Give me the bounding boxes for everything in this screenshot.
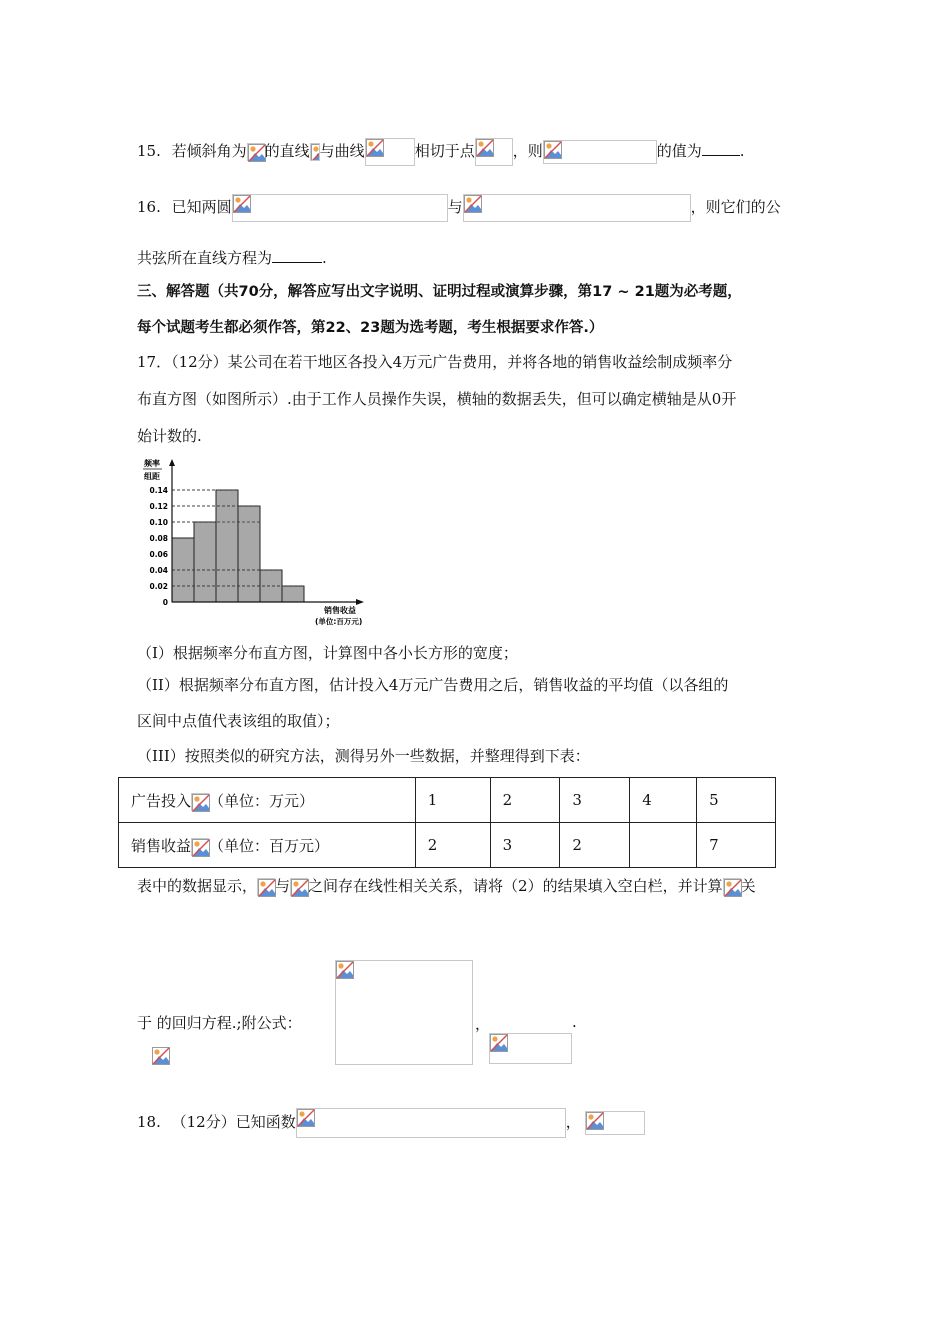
- text: 与: [447, 198, 463, 216]
- text: 的值为: [656, 142, 702, 160]
- y-tick-label: 0.14: [149, 486, 168, 495]
- text: 关: [740, 877, 756, 895]
- y-tick-label: 0.06: [149, 550, 168, 559]
- text: ，: [565, 1113, 581, 1131]
- formula-image: [310, 143, 320, 161]
- part-2-cont: 区间中点值代表该组的取值）；: [137, 712, 340, 730]
- question-number: 18.: [137, 1113, 161, 1131]
- histogram-bar: [238, 506, 260, 602]
- broken-image-icon: [192, 794, 210, 812]
- y-tick-label: 0.12: [149, 502, 168, 511]
- formula-image: [247, 143, 265, 161]
- y-tick-label: 0.08: [149, 534, 168, 543]
- answer-blank: [272, 248, 322, 263]
- formula-image: [475, 138, 513, 166]
- formula-image: [585, 1111, 645, 1135]
- broken-image-icon: [297, 1109, 315, 1127]
- table-row: [119, 778, 776, 823]
- text: （单位：百万元）: [209, 836, 330, 855]
- broken-image-icon: [464, 195, 482, 213]
- formula-image: [543, 140, 657, 164]
- section-heading: 三、解答题（共70分，解答应写出文字说明、证明过程或演算步骤，第17 ~ 21题为必考题，: [137, 284, 742, 300]
- formula-image: [191, 838, 209, 856]
- histogram-bar: [194, 522, 216, 602]
- text: ，则: [512, 142, 543, 160]
- question-17-line2: 布直方图（如图所示）.由于工作人员操作失误，横轴的数据丢失，但可以确定横轴是从0开: [137, 390, 737, 408]
- question-17-line3: 始计数的.: [137, 427, 202, 445]
- table-row: [119, 823, 776, 868]
- text: .: [739, 142, 745, 160]
- question-15: [137, 138, 745, 166]
- broken-image-icon: [490, 1034, 508, 1052]
- question-17-line1: 17．（12分）某公司在若干地区各投入4万元广告费用，并将各地的销售收益绘制成频率分: [137, 353, 733, 371]
- text: 的直线: [264, 142, 310, 160]
- frequency-histogram: [138, 456, 368, 628]
- y-tick-label: 0.10: [149, 518, 168, 527]
- question-number: 15.: [137, 142, 161, 160]
- broken-image-icon: [291, 879, 309, 897]
- text: .: [322, 249, 327, 267]
- x-axis-label: 销售收益: [324, 606, 356, 615]
- table-cell: 2: [415, 823, 490, 868]
- text: ，则它们的公: [690, 198, 781, 216]
- row-header: [119, 823, 416, 868]
- text: （单位：万元）: [209, 791, 315, 810]
- text: 表中的数据显示，: [137, 877, 258, 895]
- formula-image: [723, 878, 741, 896]
- y-tick-label: 0: [162, 598, 168, 607]
- text: （12分）已知函数: [171, 1113, 296, 1131]
- broken-image-icon: [724, 879, 742, 897]
- part-2: （II）根据频率分布直方图，估计投入4万元广告费用之后，销售收益的平均值（以各组的: [137, 676, 729, 694]
- formula-image: [232, 194, 448, 222]
- broken-image-icon: [258, 879, 276, 897]
- broken-image-icon: [544, 141, 562, 159]
- table-cell: 2: [490, 778, 560, 823]
- histogram-bar: [282, 586, 304, 602]
- formula-image: [335, 960, 473, 1065]
- question-16: [137, 194, 781, 222]
- table-cell: [630, 823, 697, 868]
- table-cell: 3: [490, 823, 560, 868]
- text: 已知两圆: [171, 198, 232, 216]
- text: .: [572, 1013, 577, 1031]
- formula-image: [290, 878, 308, 896]
- formula-image: [191, 793, 209, 811]
- data-table: [118, 777, 776, 868]
- text: 广告投入: [131, 791, 192, 810]
- text: 之间存在线性相关关系，请将（2）的结果填入空白栏，并计算: [308, 877, 723, 895]
- question-number: 16.: [137, 198, 161, 216]
- y-tick-label: 0.02: [149, 582, 168, 591]
- part-3: （III）按照类似的研究方法，测得另外一些数据，并整理得到下表：: [137, 747, 590, 765]
- formula-image: [489, 1033, 572, 1064]
- y-axis-arrow: [169, 459, 175, 466]
- text: 销售收益: [131, 836, 192, 855]
- y-axis-label: 频率: [144, 459, 160, 468]
- text: 与曲线: [319, 142, 365, 160]
- text: ，: [475, 1015, 491, 1033]
- table-cell: 2: [560, 823, 630, 868]
- broken-image-icon: [476, 139, 494, 157]
- broken-image-icon: [248, 144, 266, 162]
- broken-image-icon: [152, 1047, 170, 1065]
- broken-image-icon: [233, 195, 251, 213]
- table-cell: 4: [630, 778, 697, 823]
- text: 共弦所在直线方程为: [137, 249, 273, 267]
- text: 相切于点: [414, 142, 475, 160]
- table-cell: 1: [415, 778, 490, 823]
- table-cell: 7: [697, 823, 776, 868]
- text: 与: [275, 877, 291, 895]
- histogram-bar: [216, 490, 238, 602]
- question-18: [137, 1108, 645, 1138]
- x-axis-arrow: [356, 599, 364, 605]
- table-cell: 3: [560, 778, 630, 823]
- broken-image-icon: [192, 839, 210, 857]
- table-cell: 5: [697, 778, 776, 823]
- text: 若倾斜角为: [171, 142, 247, 160]
- broken-image-icon: [336, 961, 354, 979]
- formula-image: [365, 138, 415, 166]
- row-header: [119, 778, 416, 823]
- y-tick-label: 0.04: [149, 566, 168, 575]
- formula-image: [296, 1108, 566, 1138]
- broken-image-icon: [311, 144, 320, 161]
- formula-image: [257, 878, 275, 896]
- answer-blank: [702, 141, 740, 156]
- question-17-after-table: [137, 876, 756, 896]
- formula-image: [463, 194, 691, 222]
- section-instruction: 每个试题考生都必须作答，第22、23题为选考题，考生根据要求作答.）: [137, 320, 604, 336]
- part-1: （I）根据频率分布直方图，计算图中各小长方形的宽度；: [137, 644, 518, 662]
- y-axis-label: 组距: [144, 472, 160, 481]
- broken-image-icon: [586, 1112, 604, 1130]
- question-16-line2: [137, 248, 327, 268]
- formula-line: 于 的回归方程.;附公式：: [137, 1014, 302, 1032]
- formula-image: [152, 1047, 170, 1065]
- x-axis-unit: (单位:百万元): [315, 617, 363, 626]
- broken-image-icon: [366, 139, 384, 157]
